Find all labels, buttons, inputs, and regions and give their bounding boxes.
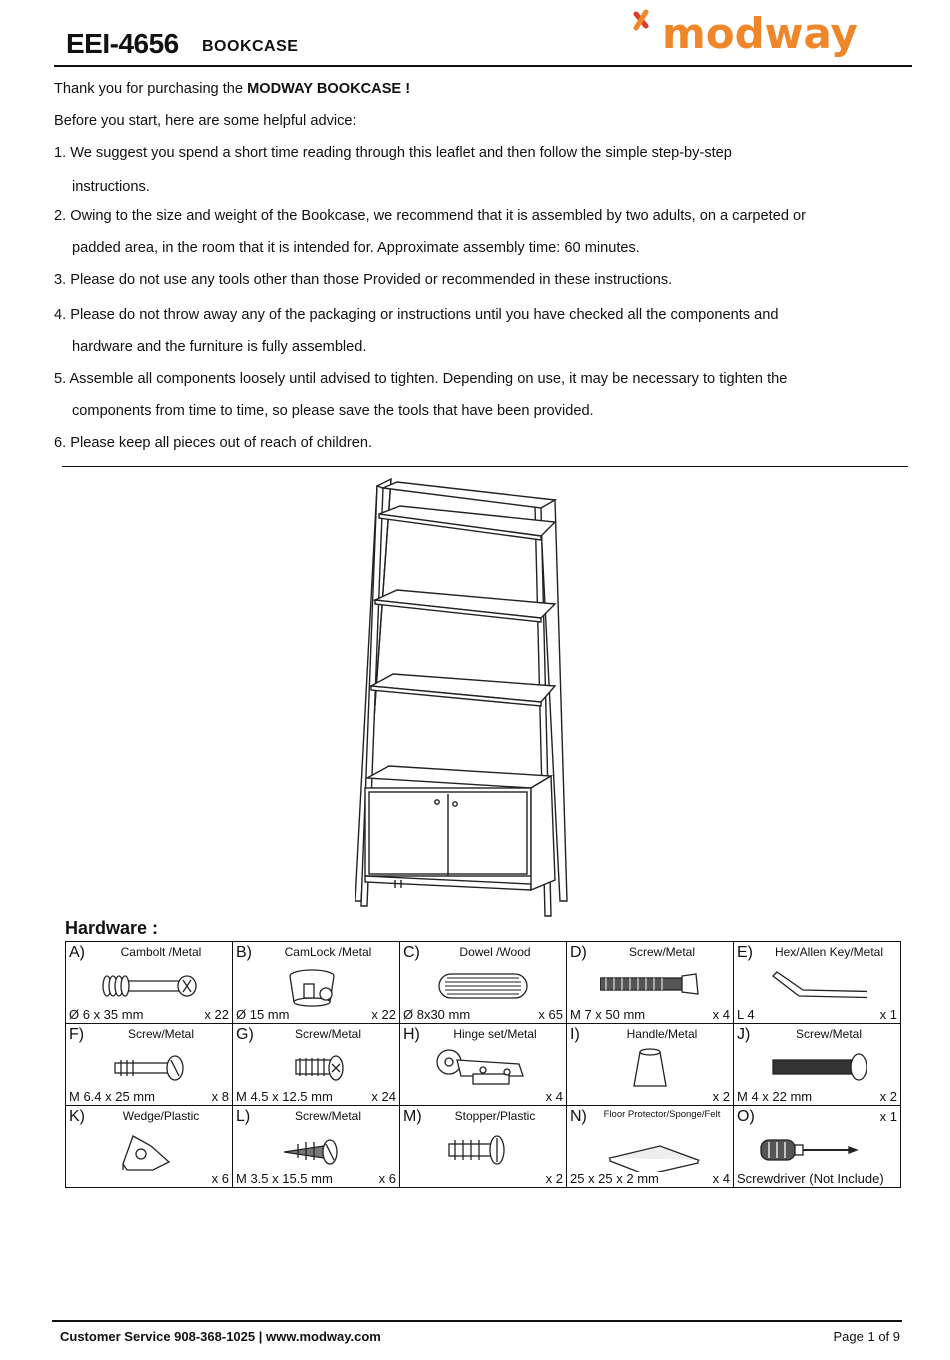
item-letter: B) <box>236 944 252 961</box>
item-name: Screw/Metal <box>127 1027 195 1041</box>
item-qty: x 2 <box>879 1089 897 1104</box>
item-name: Screw/Metal <box>294 1109 362 1123</box>
item-spec: 25 x 25 x 2 mm <box>570 1171 659 1186</box>
wedge-icon <box>99 1128 199 1172</box>
handle-icon <box>600 1046 700 1090</box>
item-spec: Screwdriver (Not Include) <box>737 1171 884 1186</box>
item-letter: E) <box>737 944 753 961</box>
long-screw-icon <box>767 1046 867 1090</box>
before-you-start: Before you start, here are some helpful advice: <box>54 113 357 129</box>
item-qty: x 4 <box>712 1171 730 1186</box>
screwdriver-icon <box>754 1128 864 1172</box>
advice-5-line-1: 5. Assemble all components loosely until advised to tighten. Depending on use, it may be necessary to tighten the <box>54 371 788 387</box>
item-qty: x 6 <box>211 1171 229 1186</box>
logo-star-icon <box>636 12 646 28</box>
product-type: BOOKCASE <box>202 38 299 55</box>
item-qty: x 2 <box>712 1089 730 1104</box>
screw-icon <box>99 1046 199 1090</box>
item-name: Hex/Allen Key/Metal <box>774 945 884 959</box>
advice-5-line-2: components from time to time, so please save the tools that have been provided. <box>72 403 594 419</box>
wood-screw-icon <box>266 1128 366 1172</box>
hardware-item-i <box>567 1024 734 1106</box>
item-qty: x 1 <box>879 1007 897 1022</box>
camlock-icon <box>266 964 366 1008</box>
hinge-icon <box>433 1046 533 1090</box>
hardware-row <box>66 1106 901 1188</box>
hardware-title: Hardware : <box>65 918 159 938</box>
item-qty: x 6 <box>378 1171 396 1186</box>
item-spec: Ø 8x30 mm <box>403 1007 471 1022</box>
item-name: Dowel /Wood <box>459 945 531 959</box>
item-letter: K) <box>69 1108 85 1125</box>
advice-6-line-1: 6. Please keep all pieces out of reach of children. <box>54 435 373 451</box>
item-qty: x 65 <box>538 1007 563 1022</box>
hardware-item-d <box>567 942 734 1024</box>
item-letter: N) <box>570 1108 587 1125</box>
allen-key-icon <box>767 964 867 1008</box>
thanks-product: MODWAY BOOKCASE ! <box>247 81 411 97</box>
hardware-table <box>65 941 901 1188</box>
advice-4-line-2: hardware and the furniture is fully assembled. <box>72 339 367 355</box>
advice-2-line-2: padded area, in the room that it is intended for. Approximate assembly time: 60 minutes. <box>72 240 640 256</box>
stopper-icon <box>433 1128 533 1172</box>
section-divider <box>62 466 908 467</box>
long-screw-icon <box>600 964 700 1008</box>
item-letter: O) <box>737 1108 755 1125</box>
advice-1-line-1: 1. We suggest you spend a short time reading through this leaflet and then follow the simple step-by-step <box>54 145 732 161</box>
thanks-prefix: Thank you for purchasing the <box>54 81 244 97</box>
item-spec: M 3.5 x 15.5 mm <box>236 1171 333 1186</box>
hardware-item-a <box>66 942 233 1024</box>
item-spec: M 6.4 x 25 mm <box>69 1089 155 1104</box>
modway-logo <box>632 4 882 68</box>
item-spec: L 4 <box>737 1007 755 1022</box>
item-name: Screw/Metal <box>294 1027 362 1041</box>
model-number: EEI-4656 <box>66 28 179 59</box>
floor-protector-icon <box>600 1128 700 1172</box>
advice-1-line-2: instructions. <box>72 179 150 195</box>
page-number: Page 1 of 9 <box>833 1329 900 1344</box>
item-qty: x 8 <box>211 1089 229 1104</box>
item-spec: M 4.5 x 12.5 mm <box>236 1089 333 1104</box>
item-letter: G) <box>236 1026 254 1043</box>
item-letter: F) <box>69 1026 85 1043</box>
logo-wordmark: modway <box>662 9 858 58</box>
item-qty: x 4 <box>712 1007 730 1022</box>
item-qty: x 1 <box>879 1109 897 1124</box>
screw-icon <box>266 1046 366 1090</box>
item-qty: x 22 <box>204 1007 229 1022</box>
hardware-item-l <box>233 1106 400 1188</box>
item-letter: D) <box>570 944 587 961</box>
item-name: Floor Protector/Sponge/Felt <box>603 1109 721 1120</box>
item-spec: M 7 x 50 mm <box>570 1007 646 1022</box>
customer-service-info: Customer Service 908-368-1025 | www.modway.com <box>60 1329 381 1344</box>
dowel-icon <box>433 964 533 1008</box>
hardware-item-n <box>567 1106 734 1188</box>
item-letter: I) <box>570 1026 580 1043</box>
item-spec: M 4 x 22 mm <box>737 1089 813 1104</box>
hardware-item-h <box>400 1024 567 1106</box>
advice-4-line-1: 4. Please do not throw away any of the packaging or instructions until you have checked all the components and <box>54 307 779 323</box>
hardware-item-e <box>734 942 901 1024</box>
hardware-row <box>66 942 901 1024</box>
hardware-item-k <box>66 1106 233 1188</box>
advice-3-line-1: 3. Please do not use any tools other than those Provided or recommended in these instructions. <box>54 272 673 288</box>
item-spec: Ø 15 mm <box>236 1007 290 1022</box>
item-name: Screw/Metal <box>795 1027 863 1041</box>
item-name: Cambolt /Metal <box>120 945 202 959</box>
hardware-row <box>66 1024 901 1106</box>
item-name: Hinge set/Metal <box>453 1027 537 1041</box>
item-letter: L) <box>236 1108 251 1125</box>
item-qty: x 24 <box>371 1089 396 1104</box>
item-letter: H) <box>403 1026 420 1043</box>
item-name: Screw/Metal <box>628 945 696 959</box>
item-name: CamLock /Metal <box>284 945 372 959</box>
header-divider <box>54 65 912 67</box>
item-qty: x 22 <box>371 1007 396 1022</box>
item-name: Wedge/Plastic <box>122 1109 200 1123</box>
item-name: Handle/Metal <box>626 1027 698 1041</box>
hardware-item-j <box>734 1024 901 1106</box>
hardware-item-b <box>233 942 400 1024</box>
item-letter: M) <box>403 1108 422 1125</box>
item-spec: Ø 6 x 35 mm <box>69 1007 144 1022</box>
thanks-line <box>54 80 410 98</box>
item-letter: C) <box>403 944 420 961</box>
item-letter: A) <box>69 944 85 961</box>
item-qty: x 4 <box>545 1089 563 1104</box>
advice-2-line-1: 2. Owing to the size and weight of the Bookcase, we recommend that it is assembled by two adults, on a carpeted or <box>54 208 806 224</box>
item-name: Stopper/Plastic <box>454 1109 536 1123</box>
hardware-item-g <box>233 1024 400 1106</box>
item-qty: x 2 <box>545 1171 563 1186</box>
cambolt-icon <box>99 964 199 1008</box>
hardware-item-o <box>734 1106 901 1188</box>
footer-divider <box>52 1320 902 1322</box>
hardware-item-f <box>66 1024 233 1106</box>
hardware-item-c <box>400 942 567 1024</box>
hardware-item-m <box>400 1106 567 1188</box>
bookcase-illustration <box>355 476 575 926</box>
item-letter: J) <box>737 1026 751 1043</box>
